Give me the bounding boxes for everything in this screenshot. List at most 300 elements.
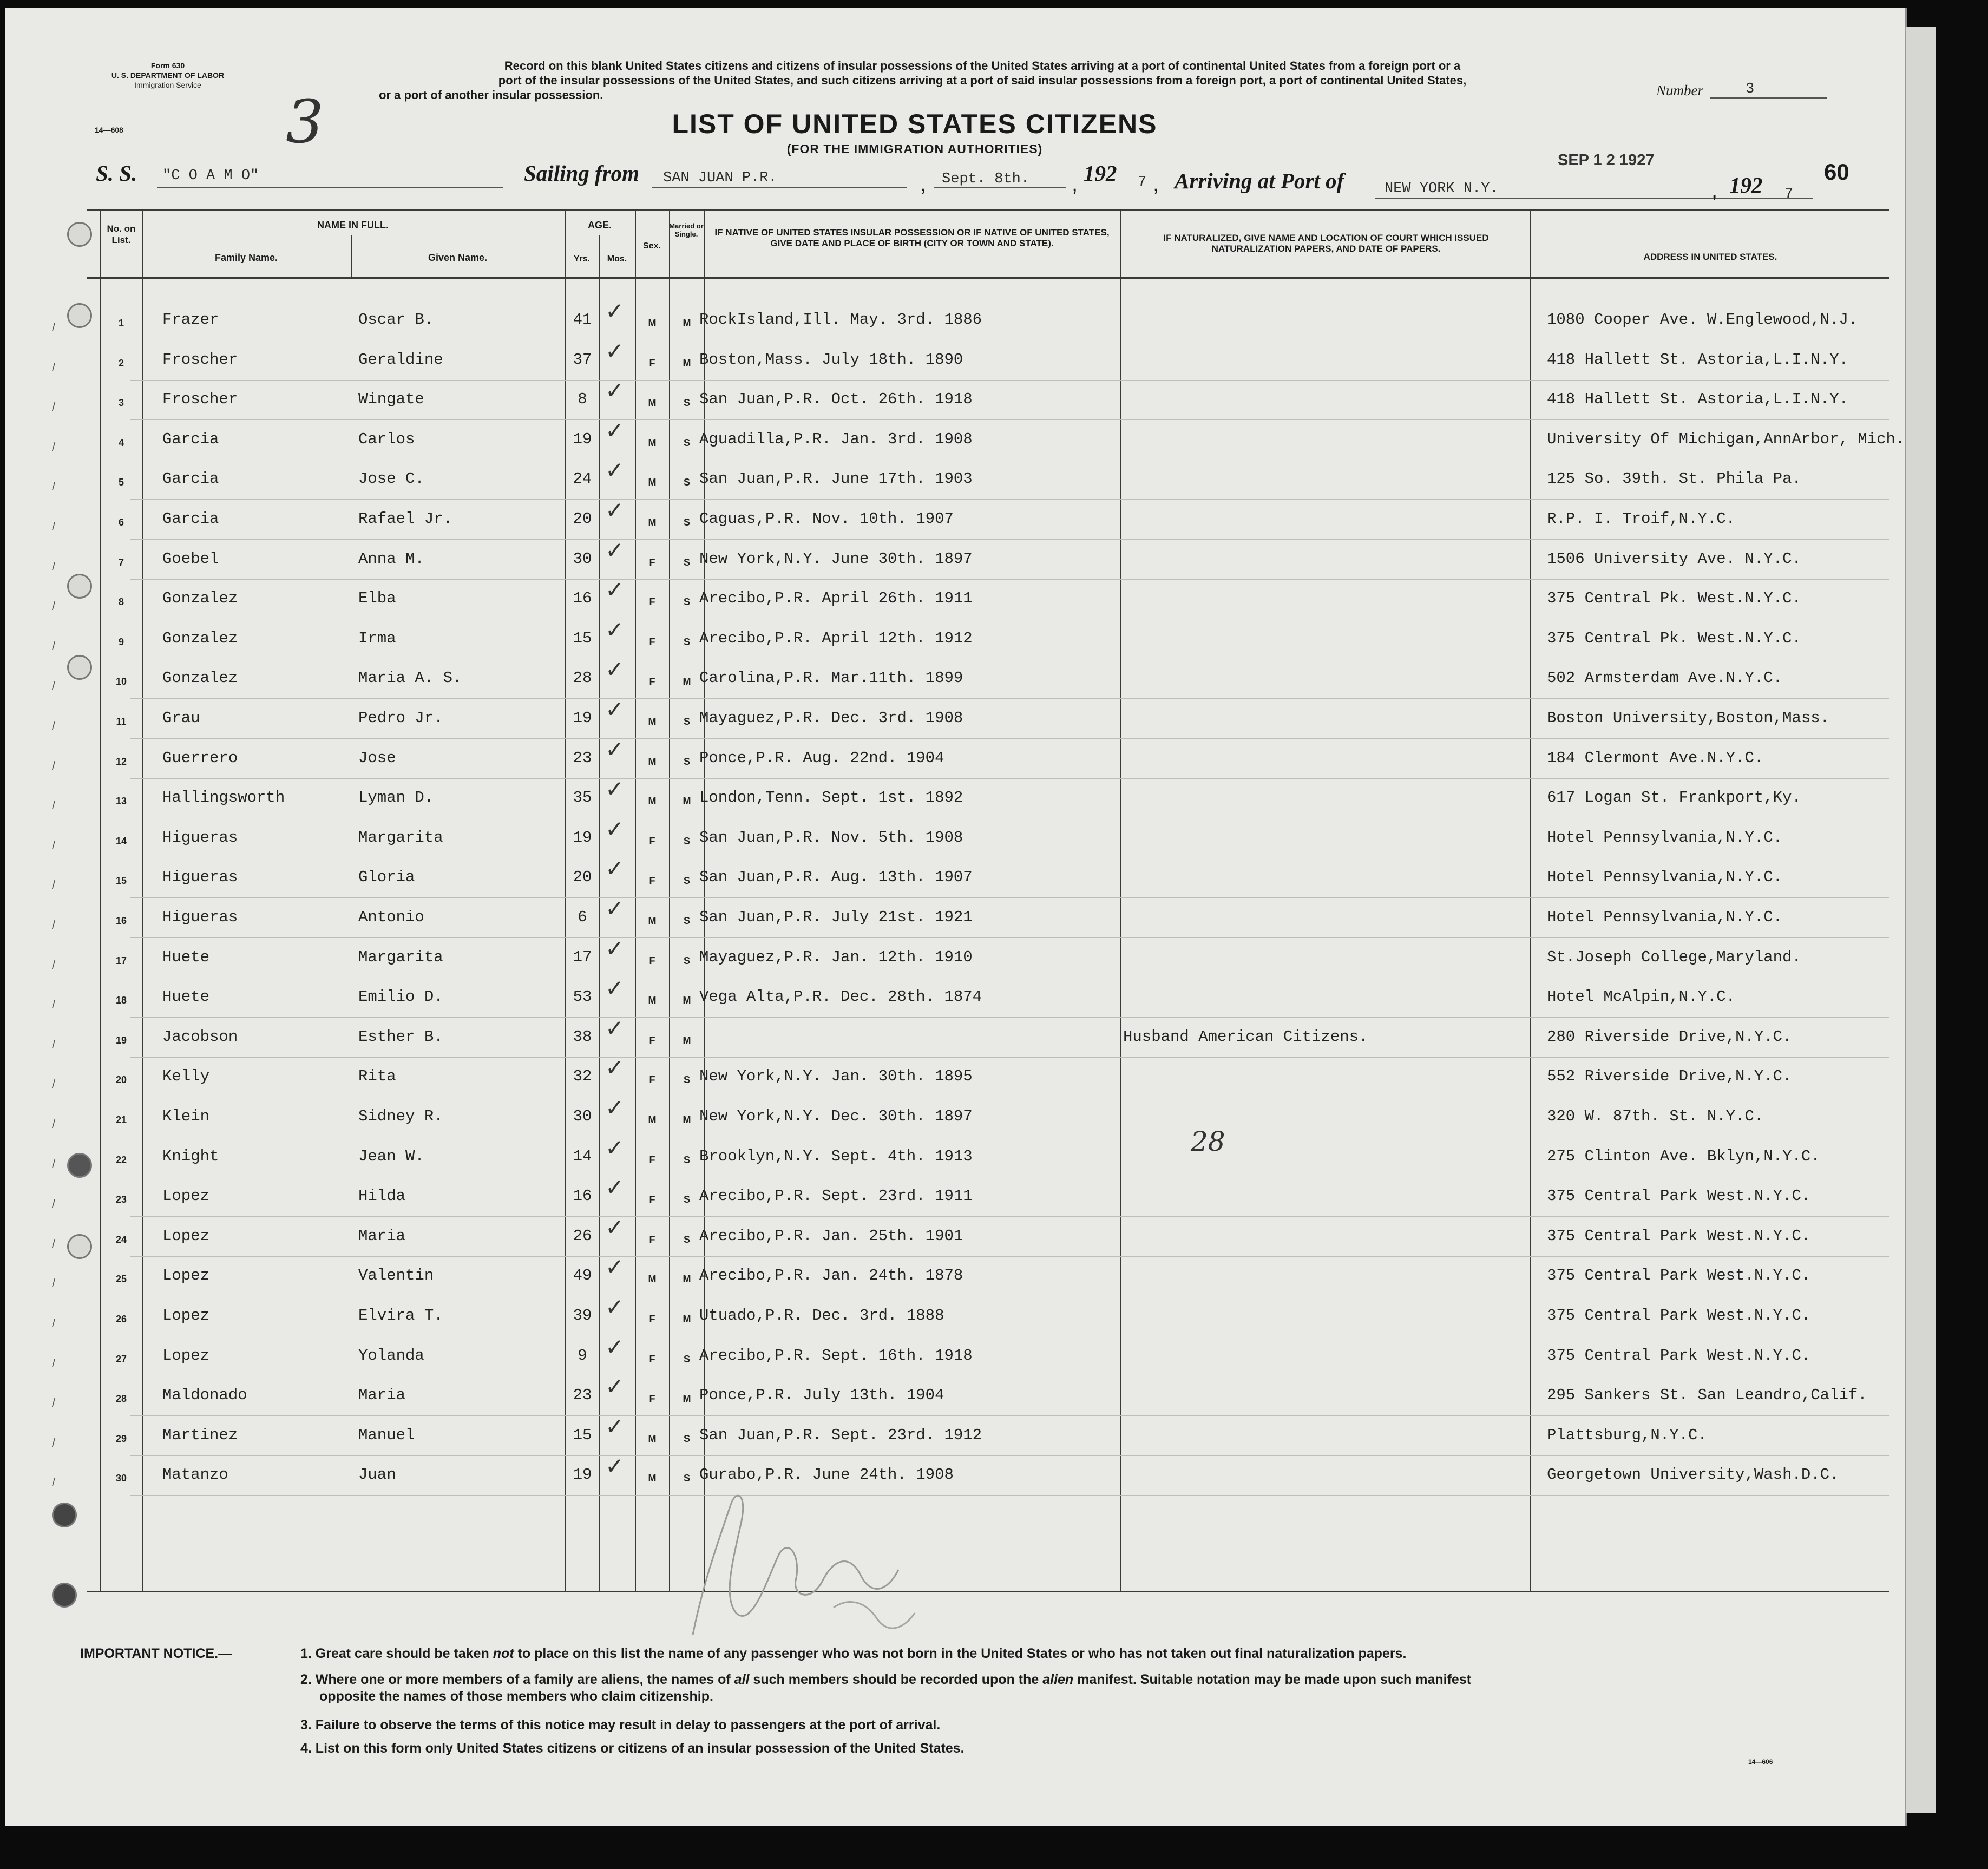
marital-status-cell: S bbox=[683, 836, 690, 847]
age-years-cell: 15 bbox=[573, 629, 592, 647]
given-name-cell: Anna M. bbox=[358, 550, 424, 568]
marital-status-cell: S bbox=[683, 756, 690, 767]
marital-status-cell: M bbox=[683, 1314, 691, 1324]
row-number: 19 bbox=[115, 1035, 127, 1046]
family-name-cell: Martinez bbox=[162, 1426, 238, 1444]
row-divider bbox=[130, 897, 1889, 898]
sex-cell: M bbox=[648, 995, 657, 1006]
marital-status-cell: M bbox=[683, 995, 691, 1006]
margin-tick-icon: / bbox=[52, 838, 56, 852]
family-name-cell: Grau bbox=[162, 709, 200, 727]
comma-4: , bbox=[1711, 179, 1718, 202]
given-name-cell: Rafael Jr. bbox=[358, 510, 453, 528]
form-department-block bbox=[97, 61, 238, 90]
margin-tick-icon: / bbox=[52, 440, 56, 454]
us-address-cell: 375 Central Pk. West.N.Y.C. bbox=[1547, 589, 1801, 607]
us-address-cell: 502 Armsterdam Ave.N.Y.C. bbox=[1547, 669, 1783, 687]
row-divider bbox=[130, 1415, 1889, 1416]
sex-cell: F bbox=[649, 637, 655, 647]
checkmark-icon: ✓ bbox=[605, 1134, 625, 1161]
us-address-cell: 375 Central Park West.N.Y.C. bbox=[1547, 1267, 1811, 1284]
binder-hole bbox=[67, 1153, 92, 1178]
row-number: 15 bbox=[115, 875, 127, 886]
birth-place-date-cell: San Juan,P.R. June 17th. 1903 bbox=[699, 470, 973, 488]
age-years-cell: 19 bbox=[573, 1466, 592, 1484]
family-name-cell: Gonzalez bbox=[162, 629, 238, 647]
family-name-cell: Gonzalez bbox=[162, 589, 238, 607]
us-address-cell: 375 Central Pk. West.N.Y.C. bbox=[1547, 629, 1801, 647]
family-name-cell: Guerrero bbox=[162, 749, 238, 767]
margin-tick-icon: / bbox=[52, 1237, 56, 1250]
ship-underline bbox=[157, 187, 503, 188]
checkmark-icon: ✓ bbox=[605, 1094, 625, 1121]
us-address-cell: 552 Riverside Drive,N.Y.C. bbox=[1547, 1067, 1792, 1085]
given-name-cell: Juan bbox=[358, 1466, 396, 1484]
row-divider bbox=[130, 1216, 1889, 1217]
header-address: ADDRESS IN UNITED STATES. bbox=[1643, 252, 1777, 262]
row-number: 2 bbox=[118, 358, 124, 369]
age-years-cell: 9 bbox=[578, 1347, 587, 1365]
col-line-name bbox=[565, 209, 566, 1592]
age-years-cell: 16 bbox=[573, 1187, 592, 1205]
sex-cell: F bbox=[649, 1354, 655, 1365]
age-years-cell: 23 bbox=[573, 749, 592, 767]
family-name-cell: Maldonado bbox=[162, 1386, 247, 1404]
us-address-cell: 617 Logan St. Frankport,Ky. bbox=[1547, 789, 1801, 806]
arriving-label: Arriving at Port of bbox=[1175, 168, 1344, 193]
sailing-date: Sept. 8th. bbox=[942, 171, 1030, 187]
us-address-cell: 295 Sankers St. San Leandro,Calif. bbox=[1547, 1386, 1867, 1404]
arrival-port: NEW YORK N.Y. bbox=[1385, 181, 1499, 197]
age-years-cell: 53 bbox=[573, 988, 592, 1006]
ss-label: S. S. bbox=[96, 161, 137, 186]
row-number: 12 bbox=[115, 756, 127, 767]
row-number: 14 bbox=[115, 836, 127, 847]
family-name-cell: Garcia bbox=[162, 430, 219, 448]
row-divider bbox=[130, 499, 1889, 500]
birth-place-date-cell: Gurabo,P.R. June 24th. 1908 bbox=[699, 1466, 954, 1484]
header-sex: Sex. bbox=[643, 241, 661, 251]
margin-tick-icon: / bbox=[52, 759, 56, 772]
family-name-cell: Froscher bbox=[162, 351, 238, 369]
from-underline bbox=[652, 187, 907, 188]
col-line-naturalized bbox=[1530, 209, 1531, 1592]
arrival-year-prefix: 192 bbox=[1729, 173, 1763, 198]
given-name-cell: Elba bbox=[358, 589, 396, 607]
age-years-cell: 20 bbox=[573, 868, 592, 886]
form-number: Form 630 bbox=[150, 61, 185, 70]
checkmark-icon: ✓ bbox=[605, 855, 625, 882]
margin-tick-icon: / bbox=[52, 599, 56, 613]
sailing-from-port: SAN JUAN P.R. bbox=[663, 170, 777, 186]
given-name-cell: Maria bbox=[358, 1227, 406, 1245]
row-divider bbox=[130, 1017, 1889, 1018]
us-address-cell: Hotel Pennsylvania,N.Y.C. bbox=[1547, 829, 1783, 847]
binder-hole bbox=[52, 1583, 77, 1608]
sex-cell: M bbox=[648, 318, 657, 329]
age-years-cell: 32 bbox=[573, 1067, 592, 1085]
given-name-cell: Manuel bbox=[358, 1426, 415, 1444]
birth-place-date-cell: Ponce,P.R. July 13th. 1904 bbox=[699, 1386, 944, 1404]
checkmark-icon: ✓ bbox=[605, 1054, 625, 1081]
marital-status-cell: M bbox=[683, 1114, 691, 1125]
family-name-cell: Goebel bbox=[162, 550, 219, 568]
notice-2-text-c: manifest. Suitable notation may be made upon such manifest bbox=[1073, 1672, 1472, 1687]
marital-status-cell: S bbox=[683, 1433, 690, 1444]
sex-cell: F bbox=[649, 358, 655, 369]
row-divider bbox=[130, 579, 1889, 580]
given-name-cell: Gloria bbox=[358, 868, 415, 886]
age-years-cell: 24 bbox=[573, 470, 592, 488]
age-years-cell: 30 bbox=[573, 550, 592, 568]
margin-tick-icon: / bbox=[52, 998, 56, 1011]
marital-status-cell: S bbox=[683, 1155, 690, 1165]
binder-hole bbox=[67, 655, 92, 680]
margin-tick-icon: / bbox=[52, 958, 56, 972]
us-address-cell: Hotel Pennsylvania,N.Y.C. bbox=[1547, 908, 1783, 926]
row-number: 4 bbox=[118, 437, 124, 448]
birth-place-date-cell: New York,N.Y. June 30th. 1897 bbox=[699, 550, 973, 568]
page-number: 60 bbox=[1824, 159, 1849, 185]
checkmark-icon: ✓ bbox=[605, 1453, 625, 1479]
notice-2-emphasis-alien: alien bbox=[1042, 1672, 1074, 1687]
notice-item-4: 4. List on this form only United States citizens or citizens of an insular possession of the United States. bbox=[300, 1741, 965, 1756]
marital-status-cell: S bbox=[683, 477, 690, 488]
birth-place-date-cell: Boston,Mass. July 18th. 1890 bbox=[699, 351, 963, 369]
header-family-name: Family Name. bbox=[214, 252, 278, 263]
marital-status-cell: S bbox=[683, 915, 690, 926]
row-number: 1 bbox=[118, 318, 124, 329]
birth-place-date-cell: New York,N.Y. Dec. 30th. 1897 bbox=[699, 1107, 973, 1125]
margin-tick-icon: / bbox=[52, 1316, 56, 1330]
given-name-cell: Valentin bbox=[358, 1267, 434, 1284]
department-name: U. S. DEPARTMENT OF LABOR bbox=[111, 71, 225, 80]
sex-cell: F bbox=[649, 1035, 655, 1046]
age-years-cell: 20 bbox=[573, 510, 592, 528]
col-line-margin bbox=[100, 209, 101, 1592]
given-name-cell: Margarita bbox=[358, 948, 443, 966]
marital-status-cell: S bbox=[683, 955, 690, 966]
age-years-cell: 28 bbox=[573, 669, 592, 687]
age-years-cell: 41 bbox=[573, 311, 592, 329]
row-number: 7 bbox=[118, 557, 124, 568]
checkmark-icon: ✓ bbox=[605, 377, 625, 404]
sex-cell: M bbox=[648, 477, 657, 488]
marital-status-cell: S bbox=[683, 1354, 690, 1365]
birth-place-date-cell: Utuado,P.R. Dec. 3rd. 1888 bbox=[699, 1307, 944, 1324]
age-years-cell: 38 bbox=[573, 1028, 592, 1046]
us-address-cell: Plattsburg,N.Y.C. bbox=[1547, 1426, 1707, 1444]
marital-status-cell: S bbox=[683, 596, 690, 607]
sex-cell: M bbox=[648, 915, 657, 926]
row-number: 29 bbox=[115, 1433, 127, 1444]
birth-place-date-cell: Caguas,P.R. Nov. 10th. 1907 bbox=[699, 510, 954, 528]
notice-1-text-b: to place on this list the name of any passenger who was not born in the United States or who has not taken out final naturalization papers. bbox=[514, 1646, 1407, 1661]
family-name-cell: Jacobson bbox=[162, 1028, 238, 1046]
us-address-cell: 320 W. 87th. St. N.Y.C. bbox=[1547, 1107, 1764, 1125]
age-years-cell: 39 bbox=[573, 1307, 592, 1324]
checkmark-icon: ✓ bbox=[605, 576, 625, 603]
header-no-on-list: No. on List. bbox=[107, 224, 136, 245]
checkmark-icon: ✓ bbox=[605, 1334, 625, 1360]
family-name-cell: Frazer bbox=[162, 311, 219, 329]
marital-status-cell: M bbox=[683, 796, 691, 806]
checkmark-icon: ✓ bbox=[605, 497, 625, 523]
given-name-cell: Maria A. S. bbox=[358, 669, 462, 687]
row-number: 10 bbox=[115, 676, 127, 687]
us-address-cell: R.P. I. Troif,N.Y.C. bbox=[1547, 510, 1736, 528]
arrival-year-digit: 7 bbox=[1784, 186, 1794, 202]
sailing-year-digit: 7 bbox=[1138, 174, 1147, 191]
margin-tick-icon: / bbox=[52, 1356, 56, 1370]
sex-cell: M bbox=[648, 517, 657, 528]
marital-status-cell: S bbox=[683, 557, 690, 568]
us-address-cell: 375 Central Park West.N.Y.C. bbox=[1547, 1187, 1811, 1205]
row-number: 22 bbox=[115, 1155, 127, 1165]
comma-3: , bbox=[1153, 172, 1159, 196]
checkmark-icon: ✓ bbox=[605, 736, 625, 763]
margin-tick-icon: / bbox=[52, 1157, 56, 1171]
notice-1-text-a: 1. Great care should be taken bbox=[300, 1646, 493, 1661]
margin-tick-icon: / bbox=[52, 560, 56, 573]
age-years-cell: 14 bbox=[573, 1147, 592, 1165]
age-years-cell: 19 bbox=[573, 829, 592, 847]
margin-tick-icon: / bbox=[52, 480, 56, 493]
birth-place-date-cell: Arecibo,P.R. Sept. 16th. 1918 bbox=[699, 1347, 973, 1365]
header-years: Yrs. bbox=[573, 254, 591, 264]
birth-place-date-cell: San Juan,P.R. Aug. 13th. 1907 bbox=[699, 868, 973, 886]
margin-tick-icon: / bbox=[52, 679, 56, 692]
margin-tick-icon: / bbox=[52, 1197, 56, 1210]
checkmark-icon: ✓ bbox=[605, 457, 625, 483]
form-title: LIST OF UNITED STATES CITIZENS bbox=[672, 109, 1158, 139]
sex-cell: F bbox=[649, 596, 655, 607]
margin-tick-icon: / bbox=[52, 320, 56, 334]
checkmark-icon: ✓ bbox=[605, 417, 625, 444]
checkmark-icon: ✓ bbox=[605, 816, 625, 842]
margin-tick-icon: / bbox=[52, 719, 56, 732]
family-name-cell: Gonzalez bbox=[162, 669, 238, 687]
birth-place-date-cell: Brooklyn,N.Y. Sept. 4th. 1913 bbox=[699, 1147, 973, 1165]
row-number: 5 bbox=[118, 477, 124, 488]
given-name-cell: Oscar B. bbox=[358, 311, 434, 329]
birth-place-date-cell: New York,N.Y. Jan. 30th. 1895 bbox=[699, 1067, 973, 1085]
family-name-cell: Matanzo bbox=[162, 1466, 228, 1484]
us-address-cell: 375 Central Park West.N.Y.C. bbox=[1547, 1227, 1811, 1245]
margin-tick-icon: / bbox=[52, 520, 56, 533]
stamp-underline bbox=[1710, 198, 1813, 199]
notice-item-1 bbox=[300, 1645, 1406, 1662]
checkmark-icon: ✓ bbox=[605, 617, 625, 643]
checkmark-icon: ✓ bbox=[605, 776, 625, 802]
notice-2-text-a: 2. Where one or more members of a family are aliens, the names of bbox=[300, 1672, 734, 1687]
margin-tick-icon: / bbox=[52, 798, 56, 812]
sex-cell: F bbox=[649, 557, 655, 568]
checkmark-icon: ✓ bbox=[605, 1294, 625, 1320]
given-name-cell: Hilda bbox=[358, 1187, 406, 1205]
margin-tick-icon: / bbox=[52, 1117, 56, 1131]
marital-status-cell: S bbox=[683, 875, 690, 886]
marital-status-cell: M bbox=[683, 676, 691, 687]
sex-cell: M bbox=[648, 1433, 657, 1444]
handwritten-mark: 28 bbox=[1191, 1126, 1225, 1157]
us-address-cell: 418 Hallett St. Astoria,L.I.N.Y. bbox=[1547, 390, 1848, 408]
header-bottom-border bbox=[87, 277, 1889, 279]
marital-status-cell: M bbox=[683, 358, 691, 369]
birth-place-date-cell: Arecibo,P.R. April 12th. 1912 bbox=[699, 629, 973, 647]
intro-line-3: or a port of another insular possession. bbox=[379, 88, 603, 102]
marital-status-cell: M bbox=[683, 1274, 691, 1284]
row-number: 6 bbox=[118, 517, 124, 528]
birth-place-date-cell: Vega Alta,P.R. Dec. 28th. 1874 bbox=[699, 988, 982, 1006]
family-name-cell: Lopez bbox=[162, 1187, 210, 1205]
given-name-cell: Jose C. bbox=[358, 470, 424, 488]
us-address-cell: Georgetown University,Wash.D.C. bbox=[1547, 1466, 1839, 1484]
family-name-cell: Higueras bbox=[162, 868, 238, 886]
form-intro bbox=[379, 58, 1586, 102]
margin-tick-icon: / bbox=[52, 639, 56, 653]
table-top-border bbox=[87, 209, 1889, 211]
sex-cell: M bbox=[648, 397, 657, 408]
age-years-cell: 30 bbox=[573, 1107, 592, 1125]
row-number: 23 bbox=[115, 1194, 127, 1205]
marital-status-cell: S bbox=[683, 1194, 690, 1205]
row-number: 18 bbox=[115, 995, 127, 1006]
binder-hole bbox=[67, 574, 92, 599]
given-name-cell: Elvira T. bbox=[358, 1307, 443, 1324]
binder-hole bbox=[67, 1234, 92, 1259]
given-name-cell: Sidney R. bbox=[358, 1107, 443, 1125]
sex-cell: M bbox=[648, 1114, 657, 1125]
family-name-cell: Huete bbox=[162, 988, 210, 1006]
given-name-cell: Rita bbox=[358, 1067, 396, 1085]
row-divider bbox=[130, 698, 1889, 699]
header-age: AGE. bbox=[587, 220, 612, 231]
sex-cell: F bbox=[649, 955, 655, 966]
marital-status-cell: S bbox=[683, 1074, 690, 1085]
notice-item-2 bbox=[300, 1671, 1471, 1688]
checkmark-icon: ✓ bbox=[605, 1214, 625, 1241]
header-married-single: Married or Single. bbox=[669, 222, 704, 238]
family-name-cell: Higueras bbox=[162, 908, 238, 926]
given-name-cell: Wingate bbox=[358, 390, 424, 408]
family-name-cell: Klein bbox=[162, 1107, 210, 1125]
given-name-cell: Jose bbox=[358, 749, 396, 767]
header-birth: IF NATIVE OF UNITED STATES INSULAR POSSESSION OR IF NATIVE OF UNITED STATES, GIVE DATE AND PLACE OF BIRTH (CITY OR TOWN AND STATE). bbox=[714, 227, 1110, 248]
family-name-cell: Hallingsworth bbox=[162, 789, 285, 806]
sex-cell: F bbox=[649, 1155, 655, 1165]
birth-place-date-cell: San Juan,P.R. July 21st. 1921 bbox=[699, 908, 973, 926]
birth-place-date-cell: RockIsland,Ill. May. 3rd. 1886 bbox=[699, 311, 982, 329]
col-line-no bbox=[142, 209, 143, 1592]
age-years-cell: 16 bbox=[573, 589, 592, 607]
row-number: 11 bbox=[116, 716, 127, 727]
given-name-cell: Maria bbox=[358, 1386, 406, 1404]
birth-place-date-cell: Arecibo,P.R. April 26th. 1911 bbox=[699, 589, 973, 607]
birth-place-date-cell: Carolina,P.R. Mar.11th. 1899 bbox=[699, 669, 963, 687]
checkmark-icon: ✓ bbox=[605, 975, 625, 1001]
notice-heading: IMPORTANT NOTICE.— bbox=[80, 1646, 232, 1661]
age-years-cell: 26 bbox=[573, 1227, 592, 1245]
family-name-cell: Lopez bbox=[162, 1267, 210, 1284]
given-name-cell: Lyman D. bbox=[358, 789, 434, 806]
us-address-cell: Boston University,Boston,Mass. bbox=[1547, 709, 1830, 727]
margin-tick-icon: / bbox=[52, 1436, 56, 1450]
birth-place-date-cell: San Juan,P.R. Nov. 5th. 1908 bbox=[699, 829, 963, 847]
given-name-cell: Geraldine bbox=[358, 351, 443, 369]
sex-cell: F bbox=[649, 1074, 655, 1085]
sex-cell: M bbox=[648, 1473, 657, 1484]
us-address-cell: 1080 Cooper Ave. W.Englewood,N.J. bbox=[1547, 311, 1858, 329]
header-name-in-full: NAME IN FULL. bbox=[317, 220, 389, 231]
marital-status-cell: S bbox=[683, 1473, 690, 1484]
marital-status-cell: M bbox=[683, 318, 691, 329]
checkmark-icon: ✓ bbox=[605, 537, 625, 563]
sex-cell: F bbox=[649, 1393, 655, 1404]
signature-scribble bbox=[671, 1472, 953, 1651]
age-years-cell: 37 bbox=[573, 351, 592, 369]
family-name-cell: Garcia bbox=[162, 510, 219, 528]
margin-tick-icon: / bbox=[52, 1077, 56, 1091]
age-years-cell: 17 bbox=[573, 948, 592, 966]
row-number: 25 bbox=[115, 1274, 127, 1284]
us-address-cell: Hotel Pennsylvania,N.Y.C. bbox=[1547, 868, 1783, 886]
us-address-cell: 375 Central Park West.N.Y.C. bbox=[1547, 1307, 1811, 1324]
sex-cell: F bbox=[649, 1194, 655, 1205]
birth-place-date-cell: Mayaguez,P.R. Dec. 3rd. 1908 bbox=[699, 709, 963, 727]
row-number: 9 bbox=[118, 637, 124, 647]
comma-1: , bbox=[920, 172, 927, 196]
checkmark-icon: ✓ bbox=[605, 1015, 625, 1041]
family-name-cell: Huete bbox=[162, 948, 210, 966]
age-years-cell: 8 bbox=[578, 390, 587, 408]
us-address-cell: St.Joseph College,Maryland. bbox=[1547, 948, 1801, 966]
checkmark-icon: ✓ bbox=[605, 1254, 625, 1280]
sex-cell: F bbox=[649, 676, 655, 687]
sex-cell: M bbox=[648, 437, 657, 448]
us-address-cell: University Of Michigan,AnnArbor, Mich. bbox=[1547, 430, 1905, 448]
form-code-bottom: 14—606 bbox=[1748, 1758, 1773, 1766]
margin-tick-icon: / bbox=[52, 400, 56, 414]
checkmark-icon: ✓ bbox=[605, 696, 625, 723]
intro-line-1: Record on this blank United States citizens and citizens of insular possessions of the United States arriving at a port of continental United States from a foreign port or a bbox=[504, 59, 1461, 73]
marital-status-cell: S bbox=[683, 1234, 690, 1245]
family-name-cell: Lopez bbox=[162, 1347, 210, 1365]
us-address-cell: Hotel McAlpin,N.Y.C. bbox=[1547, 988, 1736, 1006]
family-name-cell: Knight bbox=[162, 1147, 219, 1165]
form-subtitle: (FOR THE IMMIGRATION AUTHORITIES) bbox=[786, 142, 1043, 156]
margin-tick-icon: / bbox=[52, 1475, 56, 1489]
row-number: 13 bbox=[115, 796, 127, 806]
number-underline bbox=[1710, 97, 1827, 99]
birth-place-date-cell: Aguadilla,P.R. Jan. 3rd. 1908 bbox=[699, 430, 973, 448]
us-address-cell: 1506 University Ave. N.Y.C. bbox=[1547, 550, 1801, 568]
checkmark-icon: ✓ bbox=[605, 656, 625, 683]
row-number: 17 bbox=[115, 955, 127, 966]
checkmark-icon: ✓ bbox=[605, 338, 625, 364]
marital-status-cell: S bbox=[683, 397, 690, 408]
row-divider bbox=[130, 738, 1889, 739]
service-name: Immigration Service bbox=[134, 81, 201, 89]
margin-tick-icon: / bbox=[52, 1038, 56, 1051]
sex-cell: F bbox=[649, 836, 655, 847]
sex-cell: M bbox=[648, 1274, 657, 1284]
family-name-cell: Higueras bbox=[162, 829, 238, 847]
col-line-birth bbox=[1120, 209, 1121, 1592]
marital-status-cell: S bbox=[683, 716, 690, 727]
given-name-cell: Margarita bbox=[358, 829, 443, 847]
row-number: 24 bbox=[115, 1234, 127, 1245]
